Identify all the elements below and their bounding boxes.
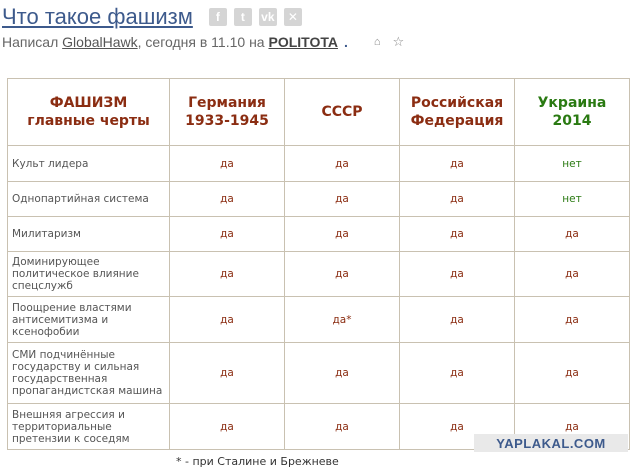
cell-value: да	[285, 182, 400, 217]
cell-value: нет	[515, 182, 630, 217]
row-label: СМИ подчинённые государству и сильная государственная пропагандистская машина	[8, 343, 170, 404]
cell-value: да	[170, 252, 285, 297]
cell-value: да	[285, 343, 400, 404]
meta-prefix: Написал	[2, 34, 59, 50]
cell-value: да	[515, 297, 630, 343]
row-label: Поощрение властями антисемитизма и ксенофобии	[8, 297, 170, 343]
row-label: Милитаризм	[8, 217, 170, 252]
cell-value: да	[170, 146, 285, 182]
cell-value: да	[170, 343, 285, 404]
table-row	[8, 343, 630, 404]
star-icon[interactable]: ☆	[392, 34, 405, 49]
cell-value: да	[400, 343, 515, 404]
row-label: Доминирующее политическое влияние спецслужб	[8, 252, 170, 297]
bookmark-icon[interactable]: ⌂	[373, 36, 381, 48]
close-icon[interactable]: ✕	[284, 8, 302, 26]
twitter-icon[interactable]: t	[234, 8, 252, 26]
meta-middle: , сегодня в 11.10 на	[137, 34, 265, 50]
cell-value: да	[400, 146, 515, 182]
row-label: Внешняя агрессия и территориальные претензии к соседям	[8, 404, 170, 450]
cell-value: да	[400, 217, 515, 252]
site-link[interactable]: POLITOTA	[268, 34, 338, 50]
meta-dot: .	[343, 34, 348, 50]
table-header: СССР	[285, 79, 400, 146]
cell-value: да	[400, 297, 515, 343]
cell-value: да	[515, 404, 630, 450]
table-row	[8, 182, 630, 217]
table-header: Украина 2014	[515, 79, 630, 146]
table-header: ФАШИЗМ главные черты	[8, 79, 170, 146]
post-header	[2, 2, 302, 32]
footnote: * - при Сталине и Брежневе	[176, 455, 339, 468]
post-meta	[2, 34, 404, 50]
row-label: Однопартийная система	[8, 182, 170, 217]
table-row	[8, 146, 630, 182]
table-header-row	[8, 79, 630, 146]
author-link[interactable]: GlobalHawk	[62, 34, 138, 50]
row-label: Культ лидера	[8, 146, 170, 182]
cell-value: да	[285, 146, 400, 182]
cell-value: да	[515, 217, 630, 252]
table-header: Российская Федерация	[400, 79, 515, 146]
cell-value: да	[170, 217, 285, 252]
cell-value: да*	[285, 297, 400, 343]
cell-value: да	[285, 217, 400, 252]
cell-value: да	[400, 182, 515, 217]
cell-value: да	[170, 297, 285, 343]
cell-value: да	[400, 404, 515, 450]
cell-value: да	[400, 252, 515, 297]
facebook-icon[interactable]: f	[209, 8, 227, 26]
vk-icon[interactable]: vk	[259, 8, 277, 26]
cell-value: да	[170, 404, 285, 450]
post-title[interactable]: Что такое фашизм	[2, 4, 193, 29]
share-icons	[209, 8, 302, 26]
table-header: Германия 1933-1945	[170, 79, 285, 146]
cell-value: да	[515, 252, 630, 297]
cell-value: да	[515, 343, 630, 404]
table-row	[8, 217, 630, 252]
cell-value: нет	[515, 146, 630, 182]
table-row	[8, 297, 630, 343]
cell-value: да	[285, 404, 400, 450]
cell-value: да	[285, 252, 400, 297]
table-row	[8, 252, 630, 297]
fascism-table	[7, 78, 630, 450]
cell-value: да	[170, 182, 285, 217]
watermark: YAPLAKAL.COM	[474, 434, 628, 452]
